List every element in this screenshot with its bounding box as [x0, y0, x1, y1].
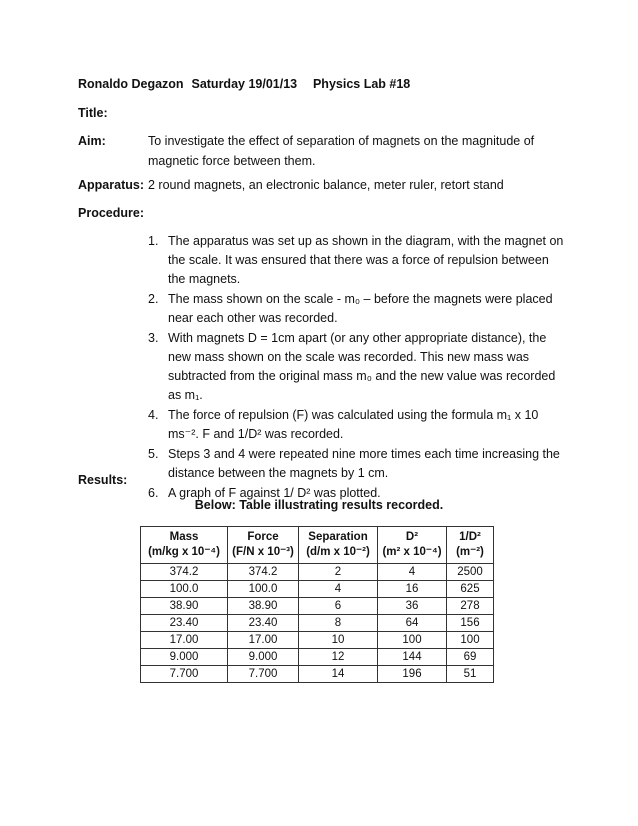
table-cell: 9.000 — [228, 649, 299, 666]
column-header-d-squared — [378, 527, 447, 564]
table-cell: 69 — [447, 649, 494, 666]
column-name: Mass — [169, 531, 199, 543]
table-row — [141, 632, 494, 649]
table-cell: 100 — [447, 632, 494, 649]
table-cell: 12 — [299, 649, 378, 666]
step-text: A graph of F against 1/ D² was plotted. — [168, 486, 381, 500]
apparatus-text: 2 round magnets, an electronic balance, meter ruler, retort stand — [148, 178, 504, 192]
document-header — [78, 77, 410, 91]
table-cell: 9.000 — [141, 649, 228, 666]
table-caption: Below: Table illustrating results recorded. — [194, 498, 444, 512]
table-row — [141, 615, 494, 632]
table-cell: 625 — [447, 581, 494, 598]
column-unit: (d/m x 10⁻²) — [306, 546, 370, 558]
column-name: D² — [405, 531, 419, 543]
lab-number: Physics Lab #18 — [312, 77, 411, 91]
table-cell: 10 — [299, 632, 378, 649]
step-text: The apparatus was set up as shown in the diagram, with the magnet on the scale. It was ensured that there was a force of repulsion between the magnets. — [168, 234, 564, 286]
table-cell: 64 — [378, 615, 447, 632]
step-number: 5. — [148, 447, 159, 461]
table-cell: 196 — [378, 666, 447, 683]
column-header-force — [228, 527, 299, 564]
column-header-mass — [141, 527, 228, 564]
table-cell: 278 — [447, 598, 494, 615]
table-cell: 100.0 — [141, 581, 228, 598]
table-cell: 16 — [378, 581, 447, 598]
table-cell: 144 — [378, 649, 447, 666]
apparatus-label: Apparatus: — [78, 178, 144, 192]
step-text: The mass shown on the scale - m₀ – before the magnets were placed near each other was recorded. — [168, 292, 553, 325]
step-text: With magnets D = 1cm apart (or any other appropriate distance), the new mass shown on the scale was recorded. This new mass was subtracted from the original mass m₀ and the new value was recorded as m₁. — [168, 331, 556, 402]
procedure-step — [148, 329, 568, 405]
table-cell: 4 — [378, 564, 447, 581]
table-cell: 374.2 — [228, 564, 299, 581]
step-number: 4. — [148, 408, 159, 422]
table-cell: 36 — [378, 598, 447, 615]
table-cell: 38.90 — [141, 598, 228, 615]
table-cell: 38.90 — [228, 598, 299, 615]
column-name: Separation — [308, 531, 368, 543]
procedure-step — [148, 232, 568, 289]
table-row — [141, 598, 494, 615]
table-cell: 7.700 — [141, 666, 228, 683]
table-cell: 14 — [299, 666, 378, 683]
column-name: Force — [247, 531, 279, 543]
results-table — [140, 526, 494, 683]
step-text: The force of repulsion (F) was calculated using the formula m₁ x 10 ms⁻². F and 1/D² was recorded. — [168, 408, 539, 441]
column-name: 1/D² — [459, 531, 481, 543]
table-cell: 17.00 — [141, 632, 228, 649]
procedure-step — [148, 445, 568, 483]
table-row — [141, 666, 494, 683]
procedure-label: Procedure: — [78, 206, 144, 220]
table-header-row — [141, 527, 494, 564]
column-unit: (m² x 10⁻⁴) — [382, 546, 442, 558]
table-cell: 23.40 — [228, 615, 299, 632]
table-cell: 4 — [299, 581, 378, 598]
procedure-list — [148, 232, 568, 504]
table-cell: 7.700 — [228, 666, 299, 683]
step-number: 3. — [148, 331, 159, 345]
aim-text: To investigate the effect of separation of magnets on the magnitude of magnetic force between them. — [148, 134, 535, 168]
table-cell: 100.0 — [228, 581, 299, 598]
results-label: Results: — [78, 473, 128, 487]
lab-date: Saturday 19/01/13 — [191, 77, 298, 91]
table-cell: 2500 — [447, 564, 494, 581]
column-unit: (m⁻²) — [456, 546, 484, 558]
column-unit: (m/kg x 10⁻⁴) — [148, 546, 220, 558]
table-row — [141, 564, 494, 581]
author-name: Ronaldo Degazon — [78, 77, 184, 91]
table-cell: 8 — [299, 615, 378, 632]
step-text: Steps 3 and 4 were repeated nine more times each time increasing the distance between the magnets by 1 cm. — [168, 447, 560, 480]
table-cell: 156 — [447, 615, 494, 632]
step-number: 6. — [148, 486, 159, 500]
table-cell: 6 — [299, 598, 378, 615]
table-cell: 51 — [447, 666, 494, 683]
table-cell: 2 — [299, 564, 378, 581]
procedure-step — [148, 406, 568, 444]
step-number: 2. — [148, 292, 159, 306]
column-unit: (F/N x 10⁻³) — [232, 546, 294, 558]
table-row — [141, 581, 494, 598]
table-cell: 100 — [378, 632, 447, 649]
column-header-separation — [299, 527, 378, 564]
procedure-step — [148, 290, 568, 328]
table-row — [141, 649, 494, 666]
column-header-inverse-d-squared — [447, 527, 494, 564]
step-number: 1. — [148, 234, 159, 248]
table-cell: 374.2 — [141, 564, 228, 581]
aim-label: Aim: — [78, 134, 106, 148]
title-label: Title: — [78, 106, 108, 120]
table-cell: 23.40 — [141, 615, 228, 632]
table-cell: 17.00 — [228, 632, 299, 649]
